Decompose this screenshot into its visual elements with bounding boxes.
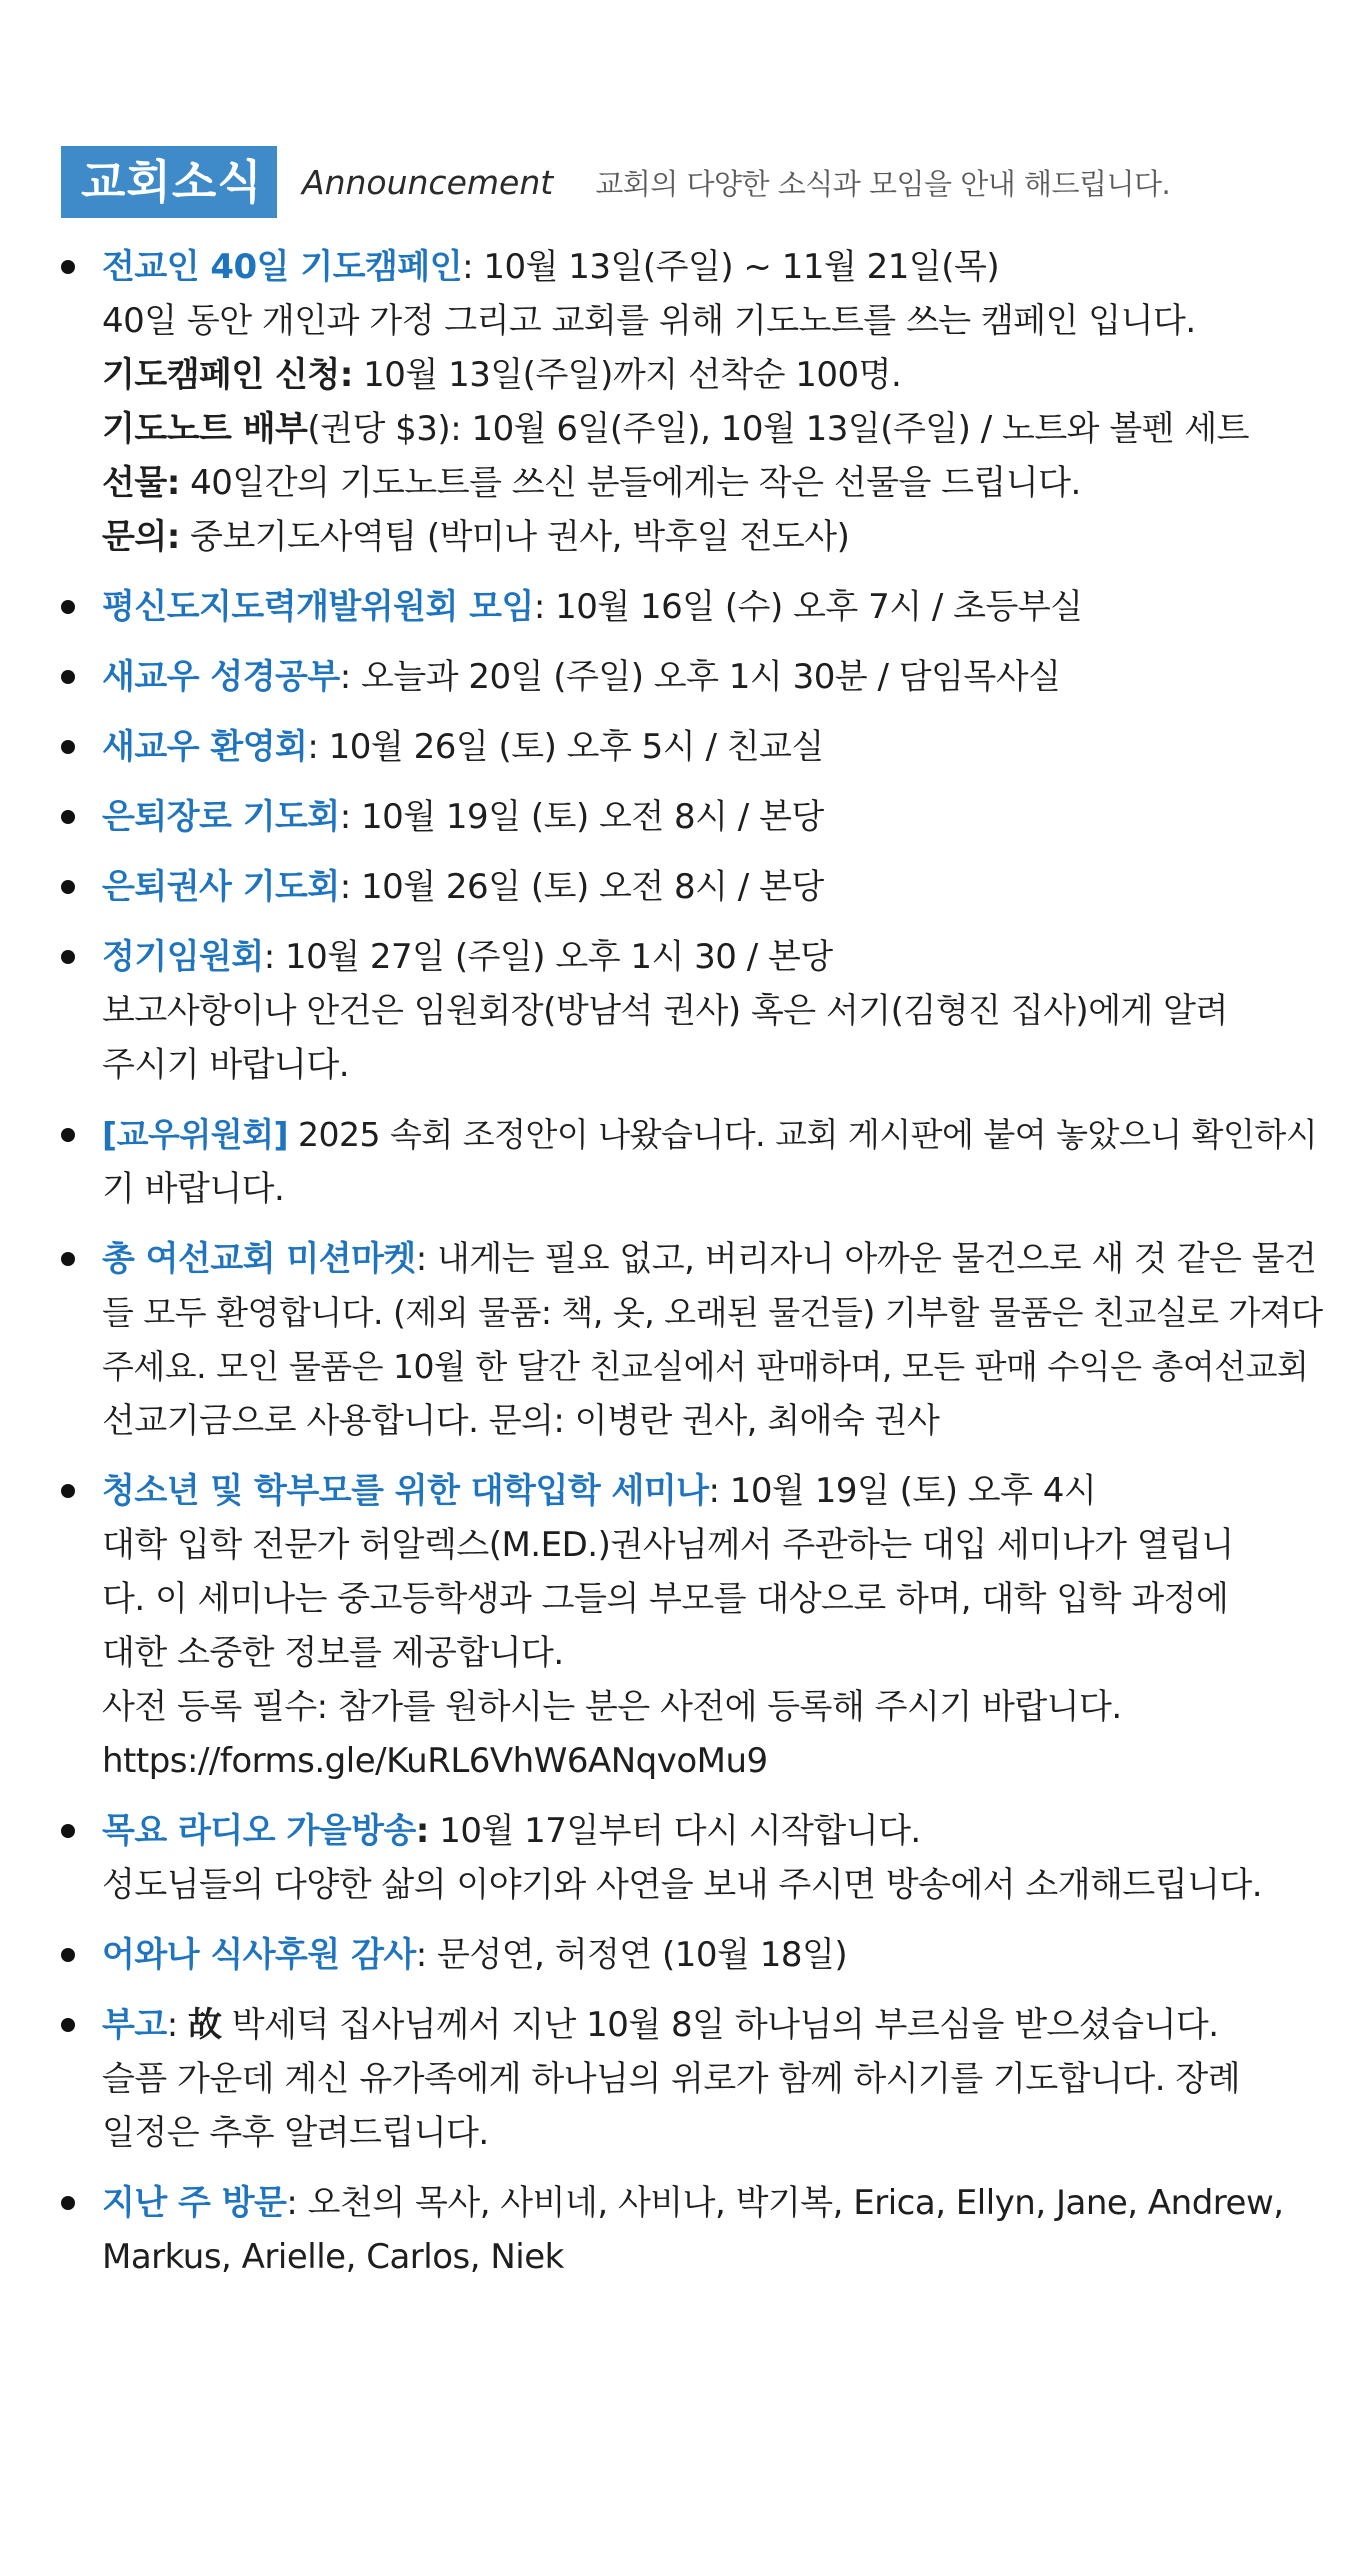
bullet-icon bbox=[61, 950, 75, 964]
item-title: [교우위원회] bbox=[102, 1115, 289, 1154]
item-line: Markus, Arielle, Carlos, Niek bbox=[102, 2237, 564, 2277]
announcement-item-obituary bbox=[102, 1998, 1342, 2160]
item-line: 다. 이 세미나는 중고등학생과 그들의 부모를 대상으로 하며, 대학 입학 과정에 bbox=[102, 1579, 1229, 1619]
item-line: 대학 입학 전문가 허알렉스(M.ED.)권사님께서 주관하는 대입 세미나가 열립니 bbox=[102, 1525, 1234, 1565]
announcement-item-prayer-campaign bbox=[102, 240, 1342, 564]
item-text: 10월 13일(주일)까지 선착순 100명. bbox=[352, 355, 902, 395]
item-line: 대한 소중한 정보를 제공합니다. bbox=[102, 1633, 564, 1673]
item-text: : 10월 13일(주일) ~ 11월 21일(목) bbox=[462, 247, 1000, 287]
item-text: 박세덕 집사님께서 지난 10월 8일 하나님의 부르심을 받으셨습니다. bbox=[221, 2005, 1219, 2045]
announcement-item-college-seminar bbox=[102, 1464, 1342, 1788]
bullet-icon bbox=[61, 1948, 75, 1962]
item-title: 지난 주 방문 bbox=[102, 2183, 287, 2223]
item-text: : 10월 27일 (주일) 오후 1시 30 / 본당 bbox=[263, 937, 833, 977]
announcement-item-board-meeting bbox=[102, 930, 1342, 1092]
announcement-item-laity-committee bbox=[102, 580, 1342, 634]
announcement-item-radio-broadcast bbox=[102, 1804, 1342, 1912]
item-title: 새교우 환영회 bbox=[102, 727, 308, 767]
bullet-icon bbox=[61, 880, 75, 894]
item-title: 전교인 40일 기도캠페인 bbox=[102, 247, 463, 287]
announcement-item-newcomer-welcome bbox=[102, 720, 1342, 774]
item-text: (권당 $3): 10월 6일(주일), 10월 13일(주일) / 노트와 볼펜 세트 bbox=[307, 409, 1250, 449]
item-label: 선물: bbox=[102, 463, 180, 503]
item-line: 슬픔 가운데 계신 유가족에게 하나님의 위로가 함께 하시기를 기도합니다. 장례 bbox=[102, 2059, 1241, 2099]
announcement-item-retired-deaconess-prayer bbox=[102, 860, 1342, 914]
item-line: 선교기금으로 사용합니다. 문의: 이병란 권사, 최애숙 권사 bbox=[102, 1401, 940, 1441]
item-text: : 10월 19일 (토) 오후 4시 bbox=[708, 1471, 1097, 1511]
item-title: 청소년 및 학부모를 위한 대학입학 세미나 bbox=[102, 1471, 709, 1511]
item-line: 보고사항이나 안건은 임원회장(방남석 권사) 혹은 서기(김형진 집사)에게 알려 bbox=[102, 991, 1228, 1031]
item-label: 기도노트 배부 bbox=[102, 409, 308, 449]
item-text: 2025 속회 조정안이 나왔습니다. 교회 게시판에 붙여 놓았으니 확인하시 bbox=[288, 1115, 1318, 1154]
item-line: 기 바랍니다. bbox=[102, 1169, 285, 1209]
item-text: : 10월 26일 (토) 오전 8시 / 본당 bbox=[339, 867, 824, 907]
announcement-list bbox=[102, 240, 1342, 2300]
item-title: 은퇴장로 기도회 bbox=[102, 797, 340, 837]
announcement-item-retired-elders-prayer bbox=[102, 790, 1342, 844]
announcement-item-member-committee bbox=[102, 1108, 1342, 1216]
section-english-title: Announcement bbox=[302, 162, 554, 202]
item-text: 40일간의 기도노트를 쓰신 분들에게는 작은 선물을 드립니다. bbox=[179, 463, 1081, 503]
item-line: 성도님들의 다양한 삶의 이야기와 사연을 보내 주시면 방송에서 소개해드립니다. bbox=[102, 1865, 1263, 1905]
item-title: 어와나 식사후원 감사 bbox=[102, 1935, 416, 1975]
item-line: 사전 등록 필수: 참가를 원하시는 분은 사전에 등록해 주시기 바랍니다. bbox=[102, 1687, 1122, 1727]
item-text: : 내게는 필요 없고, 버리자니 아까운 물건으로 새 것 같은 물건 bbox=[415, 1239, 1317, 1279]
item-title: 은퇴권사 기도회 bbox=[102, 867, 340, 907]
item-line: 주세요. 모인 물품은 10월 한 달간 친교실에서 판매하며, 모든 판매 수익은 총여선교회 bbox=[102, 1347, 1309, 1386]
item-label: 문의: bbox=[102, 517, 180, 557]
bullet-icon bbox=[61, 2018, 75, 2032]
announcement-item-awana-thanks bbox=[102, 1928, 1342, 1982]
item-label: 기도캠페인 신청: bbox=[102, 355, 353, 395]
bullet-icon bbox=[61, 1252, 75, 1266]
item-text: : 오천의 목사, 사비네, 사비나, 박기복, Erica, Ellyn, Jane, Andrew, bbox=[286, 2183, 1284, 2223]
item-line: 주시기 바랍니다. bbox=[102, 1045, 350, 1085]
bullet-icon bbox=[61, 1824, 75, 1838]
bullet-icon bbox=[61, 670, 75, 684]
item-text: : 10월 19일 (토) 오전 8시 / 본당 bbox=[339, 797, 824, 837]
announcement-item-mission-market bbox=[102, 1232, 1342, 1448]
announcement-item-newcomer-bible-study bbox=[102, 650, 1342, 704]
item-text: : 오늘과 20일 (주일) 오후 1시 30분 / 담임목사실 bbox=[339, 657, 1061, 697]
item-line: 들 모두 환영합니다. (제외 물품: 책, 옷, 오래된 물건들) 기부할 물품은 친교실로 가져다 bbox=[102, 1293, 1323, 1332]
item-line: 일정은 추후 알려드립니다. bbox=[102, 2113, 489, 2153]
bullet-icon bbox=[61, 1128, 75, 1142]
item-text: 중보기도사역팀 (박미나 권사, 박후일 전도사) bbox=[179, 517, 850, 557]
item-title: 총 여선교회 미션마켓 bbox=[102, 1239, 416, 1279]
bullet-icon bbox=[61, 740, 75, 754]
item-text: : bbox=[166, 2005, 188, 2045]
item-title: 평신도지도력개발위원회 모임 bbox=[102, 587, 534, 627]
item-title: 정기임원회 bbox=[102, 937, 264, 977]
section-description: 교회의 다양한 소식과 모임을 안내 해드립니다. bbox=[595, 166, 1171, 201]
item-text: : 문성연, 허정연 (10월 18일) bbox=[415, 1935, 848, 1975]
bullet-icon bbox=[61, 260, 75, 274]
item-title: 새교우 성경공부 bbox=[102, 657, 340, 697]
section-badge: 교회소식 bbox=[61, 146, 277, 218]
item-text: : 10월 16일 (수) 오후 7시 / 초등부실 bbox=[533, 587, 1083, 627]
bullet-icon bbox=[61, 600, 75, 614]
item-text-bold: 故 bbox=[187, 2005, 222, 2045]
registration-link[interactable]: https://forms.gle/KuRL6VhW6ANqvoMu9 bbox=[102, 1741, 768, 1781]
item-colon: : bbox=[415, 1811, 429, 1851]
section-header bbox=[61, 146, 1170, 218]
item-line: 40일 동안 개인과 가정 그리고 교회를 위해 기도노트를 쓰는 캠페인 입니다. bbox=[102, 301, 1196, 341]
bullet-icon bbox=[61, 2196, 75, 2210]
item-title: 목요 라디오 가을방송 bbox=[102, 1811, 416, 1851]
item-title: 부고 bbox=[102, 2005, 167, 2045]
announcement-item-visitors bbox=[102, 2176, 1342, 2284]
item-text: : 10월 26일 (토) 오후 5시 / 친교실 bbox=[307, 727, 824, 767]
bullet-icon bbox=[61, 810, 75, 824]
item-text: 10월 17일부터 다시 시작합니다. bbox=[428, 1811, 921, 1851]
bullet-icon bbox=[61, 1484, 75, 1498]
